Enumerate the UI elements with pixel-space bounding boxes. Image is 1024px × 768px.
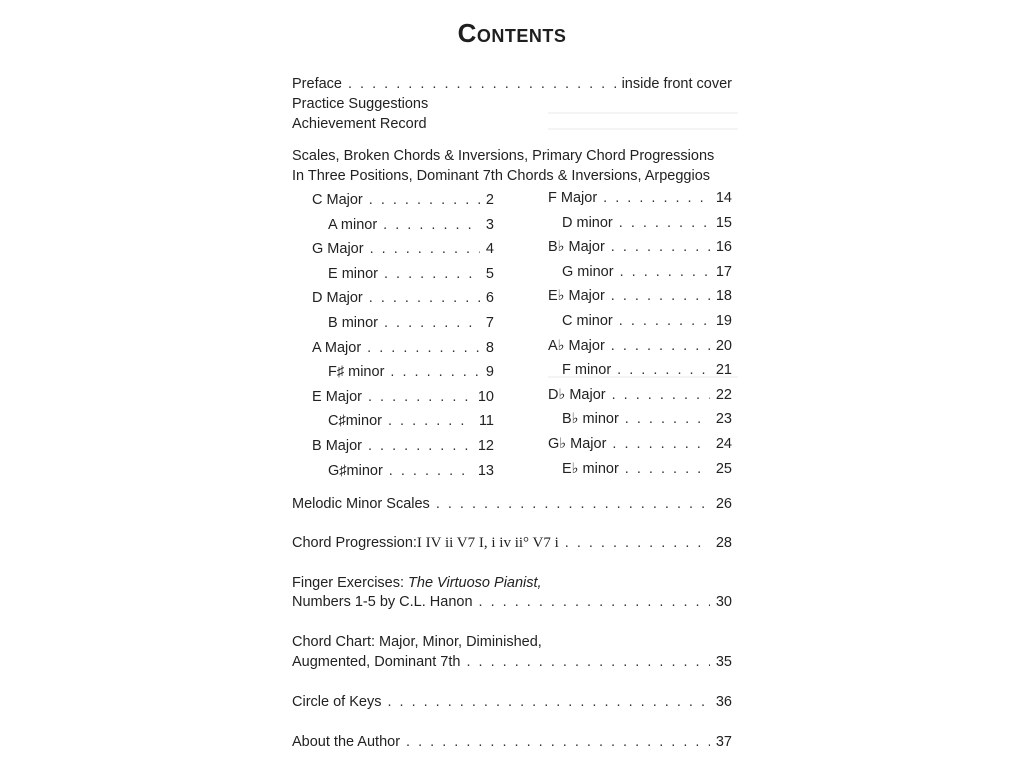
key-name: C♯minor (328, 413, 382, 430)
key-entry (548, 239, 732, 255)
key-page: 10 (477, 388, 494, 405)
dot-leader (370, 241, 480, 257)
key-page: 12 (477, 438, 494, 454)
entry-label: Numbers 1-5 by C.L. Hanon (292, 594, 473, 610)
dot-leader (619, 215, 710, 231)
entry-page: 36 (715, 694, 732, 710)
key-name: F♯ minor (328, 364, 385, 381)
key-entry (328, 217, 494, 233)
entry-page: 37 (715, 734, 732, 750)
dot-leader (383, 217, 480, 233)
key-name: E minor (328, 265, 378, 282)
key-page: 11 (478, 413, 494, 430)
dot-leader (384, 266, 480, 282)
entry-label: Circle of Keys (292, 694, 382, 710)
dot-leader (619, 313, 710, 329)
key-page: 20 (715, 337, 732, 354)
dot-leader (388, 413, 473, 429)
key-name: D Major (312, 290, 363, 307)
key-page: 7 (485, 315, 494, 331)
key-entry (312, 241, 494, 257)
key-entry (562, 362, 732, 378)
key-page: 8 (485, 339, 494, 356)
key-page: 17 (715, 263, 732, 280)
scales-heading-line2: In Three Positions, Dominant 7th Chords & Inversions, Arpeggios (292, 168, 711, 184)
key-page: 4 (485, 241, 494, 258)
key-name: E Major (312, 388, 362, 405)
key-page: 23 (715, 411, 732, 428)
dot-leader (620, 264, 710, 280)
dot-leader (611, 288, 710, 304)
toc-entry-chord-chart-line2 (292, 654, 732, 670)
key-entry (328, 266, 494, 282)
dot-leader (389, 463, 472, 479)
dot-leader (466, 654, 709, 670)
key-page: 2 (485, 192, 494, 208)
entry-label: Chord Progression: (292, 535, 417, 551)
key-entry (562, 411, 732, 427)
key-name: D minor (562, 214, 613, 231)
toc-entry-author (292, 734, 732, 750)
key-page: 6 (485, 290, 494, 307)
dot-leader (603, 190, 710, 206)
key-name: A♭ Major (548, 337, 605, 354)
bleed-through (548, 128, 738, 130)
key-entry (312, 389, 494, 405)
dot-leader (406, 734, 710, 750)
key-entry (312, 290, 494, 306)
key-entry (562, 215, 732, 231)
book-title: The Virtuoso Pianist, (408, 575, 542, 591)
key-page: 3 (485, 216, 494, 233)
key-name: B♭ minor (562, 411, 619, 428)
roman-numerals: I IV ii V7 I, i iv ii° V7 i (416, 535, 559, 551)
dot-leader (436, 496, 710, 512)
toc-entry-finger-line1 (292, 575, 542, 591)
toc-entry-melodic (292, 496, 732, 512)
key-entry (312, 340, 494, 356)
key-page: 24 (715, 436, 732, 452)
key-page: 14 (715, 190, 732, 206)
dot-leader (348, 76, 616, 92)
dot-leader (369, 192, 480, 208)
dot-leader (368, 438, 472, 454)
key-entry (548, 338, 732, 354)
key-entry (328, 315, 494, 331)
key-entry (312, 438, 494, 454)
key-name: C Major (312, 192, 363, 208)
key-entry (548, 190, 732, 206)
key-page: 13 (477, 462, 494, 479)
key-name: A minor (328, 216, 378, 233)
key-name: G♭ Major (548, 436, 607, 452)
key-name: D♭ Major (548, 386, 606, 403)
dot-leader (612, 387, 710, 403)
key-page: 25 (715, 460, 732, 477)
entry-label: Preface (292, 76, 342, 92)
entry-label: Melodic Minor Scales (292, 496, 430, 512)
dot-leader (617, 362, 710, 378)
key-name: F Major (548, 190, 598, 206)
key-page: 5 (485, 265, 494, 282)
key-entry (562, 313, 732, 329)
key-name: E♭ Major (548, 288, 605, 305)
key-page: 21 (715, 362, 732, 379)
toc-entry-practice: Practice Suggestions (292, 96, 429, 112)
key-name: B minor (328, 315, 378, 331)
key-name: B Major (312, 438, 362, 454)
key-page: 18 (715, 288, 732, 305)
key-name: G Major (312, 241, 364, 258)
entry-label: Augmented, Dominant 7th (292, 654, 461, 670)
key-name: G minor (562, 263, 614, 280)
dot-leader (387, 694, 709, 710)
key-entry (548, 288, 732, 304)
entry-page: 30 (715, 594, 732, 610)
dot-leader (390, 364, 480, 380)
entry-page: 28 (715, 535, 732, 551)
key-entry (328, 364, 494, 380)
key-entry (562, 461, 732, 477)
key-page: 15 (715, 214, 732, 231)
key-name: B♭ Major (548, 239, 605, 256)
toc-entry-chord-chart-line1: Chord Chart: Major, Minor, Diminished, (292, 634, 542, 650)
key-page: 19 (715, 313, 732, 329)
dot-leader (367, 340, 480, 356)
dot-leader (565, 535, 710, 551)
key-name: C minor (562, 313, 613, 329)
dot-leader (479, 594, 710, 610)
key-entry (328, 463, 494, 479)
scales-heading-line1: Scales, Broken Chords & Inversions, Primary Chord Progressions (292, 148, 715, 164)
toc-entry-achievement: Achievement Record (292, 116, 427, 132)
dot-leader (611, 239, 710, 255)
dot-leader (611, 338, 710, 354)
entry-page: inside front cover (621, 76, 732, 92)
key-name: G♯minor (328, 462, 383, 479)
dot-leader (612, 436, 709, 452)
key-page: 16 (715, 239, 732, 256)
key-name: A Major (312, 339, 362, 356)
page-title: Contents (457, 18, 567, 48)
key-entry (562, 264, 732, 280)
key-name: E♭ minor (562, 460, 619, 477)
toc-entry-finger-line2 (292, 594, 732, 610)
dot-leader (368, 389, 472, 405)
dot-leader (625, 461, 710, 477)
key-page: 22 (715, 386, 732, 403)
dot-leader (384, 315, 480, 331)
key-name: F minor (562, 362, 612, 379)
key-entry (328, 413, 494, 429)
dot-leader (369, 290, 480, 306)
entry-page: 35 (715, 654, 732, 670)
dot-leader (625, 411, 710, 427)
entry-label: Finger Exercises: (292, 575, 409, 591)
toc-entry-circle (292, 694, 732, 710)
toc-entry-preface (292, 76, 732, 92)
key-entry (548, 436, 732, 452)
bleed-through (548, 112, 738, 114)
entry-label: About the Author (292, 734, 401, 750)
key-entry (312, 192, 494, 208)
key-page: 9 (485, 364, 494, 381)
toc-entry-progression (292, 535, 732, 552)
entry-page: 26 (715, 496, 732, 512)
key-entry (548, 387, 732, 403)
